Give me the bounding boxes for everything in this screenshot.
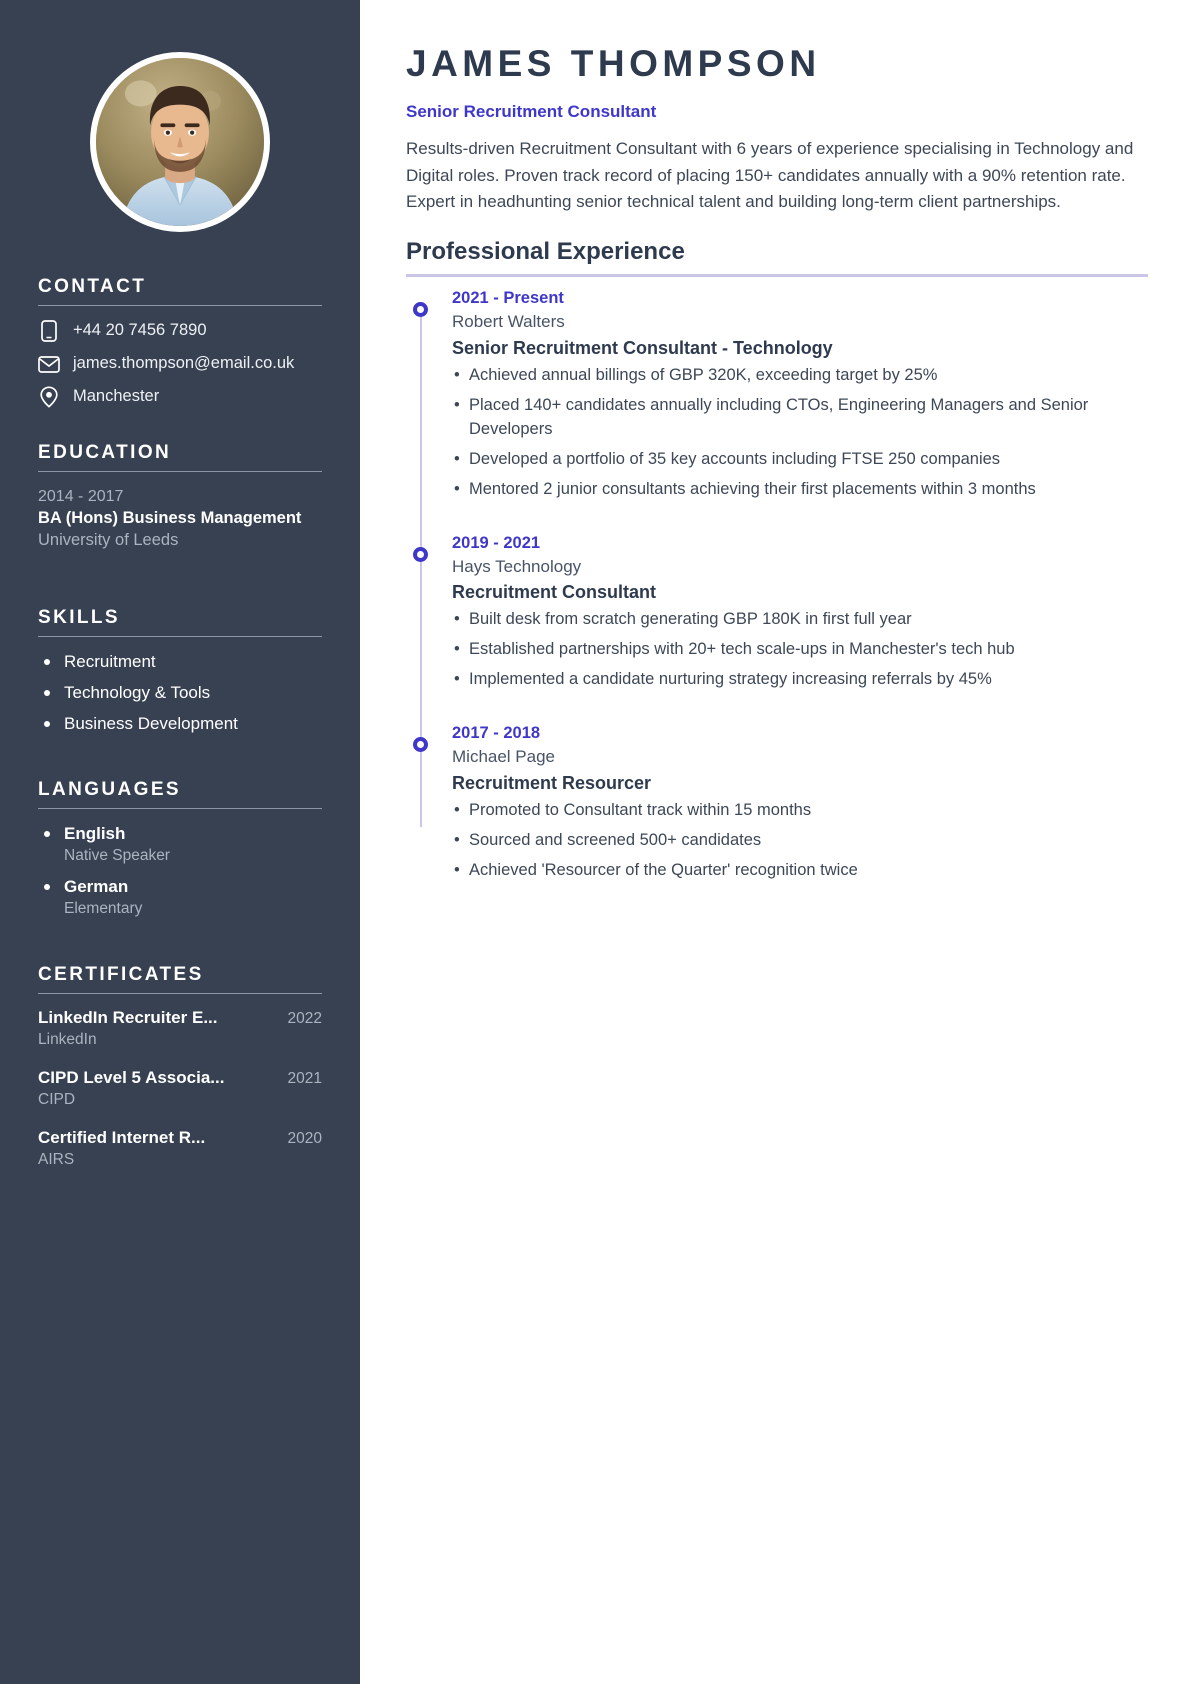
experience-item [452, 287, 1148, 501]
language-level: Elementary [64, 900, 143, 918]
timeline-marker-icon [413, 547, 428, 562]
list-item: Business Development [38, 713, 322, 735]
list-item: • Sourced and screened 500+ candidates [452, 829, 1148, 853]
list-item: • Developed a portfolio of 35 key accounts including FTSE 250 companies [452, 448, 1148, 472]
list-item: • Established partnerships with 20+ tech scale-ups in Manchester's tech hub [452, 638, 1148, 662]
list-item [38, 1068, 322, 1111]
experience-dates: 2017 - 2018 [452, 724, 541, 743]
certificate-issuer: LinkedIn [38, 1030, 97, 1048]
contact-email-value: james.thompson@email.co.uk [73, 354, 295, 373]
list-item: • Achieved annual billings of GBP 320K, exceeding target by 25% [452, 364, 1148, 388]
certificate-year: 2020 [287, 1130, 322, 1148]
job-title: Senior Recruitment Consultant [406, 101, 657, 121]
experience-section-title: Professional Experience [406, 238, 685, 266]
education-school: University of Leeds [38, 530, 179, 549]
list-item: • Promoted to Consultant track within 15 months [452, 799, 1148, 823]
language-name: German [64, 877, 129, 897]
certificate-issuer: CIPD [38, 1091, 76, 1109]
portrait-photo-icon [96, 58, 264, 226]
certificate-header [38, 1008, 322, 1028]
phone-icon [38, 320, 60, 342]
certificate-header [38, 1068, 322, 1088]
certificates-section-title: CERTIFICATES [38, 963, 204, 985]
education-section-title: EDUCATION [38, 442, 172, 463]
list-item: • Mentored 2 junior consultants achieving their first placements within 3 months [452, 478, 1148, 502]
contact-phone-row [38, 320, 322, 342]
skills-section [0, 607, 360, 735]
list-item: Technology & Tools [38, 682, 322, 704]
experience-company: Hays Technology [452, 556, 582, 576]
timeline-marker-icon [413, 737, 428, 752]
contact-email-row [38, 353, 322, 375]
list-item [38, 1128, 322, 1171]
list-item: Recruitment [38, 651, 322, 673]
list-item: • Implemented a candidate nurturing strategy increasing referrals by 45% [452, 668, 1148, 692]
contact-phone-value: +44 20 7456 7890 [73, 321, 207, 340]
education-dates: 2014 - 2017 [38, 488, 124, 505]
experience-company: Michael Page [452, 747, 556, 767]
languages-section [0, 779, 360, 920]
language-name: English [64, 824, 126, 844]
language-level: Native Speaker [64, 847, 170, 865]
experience-dates: 2021 - Present [452, 289, 564, 308]
certificate-issuer: AIRS [38, 1151, 75, 1169]
list-item [38, 876, 322, 920]
experience-role: Recruitment Resourcer [452, 772, 652, 793]
experience-bullets [452, 608, 1148, 692]
education-degree: BA (Hons) Business Management [38, 508, 302, 527]
experience-bullets [452, 364, 1148, 502]
certificates-section [0, 964, 360, 1172]
skills-list [38, 651, 322, 735]
list-item: • Placed 140+ candidates annually including CTOs, Engineering Managers and Senior Developers [452, 394, 1148, 442]
divider [406, 274, 1148, 277]
list-item [38, 1008, 322, 1051]
contact-section [0, 276, 360, 408]
experience-role: Senior Recruitment Consultant - Technology [452, 338, 833, 358]
certificate-name: LinkedIn Recruiter E... [38, 1007, 218, 1027]
list-item: • Built desk from scratch generating GBP 180K in first full year [452, 608, 1148, 632]
avatar-container [0, 0, 360, 232]
languages-section-title: LANGUAGES [38, 779, 181, 801]
experience-dates: 2019 - 2021 [452, 533, 541, 552]
contact-section-title: CONTACT [38, 276, 147, 297]
certificate-name: Certified Internet R... [38, 1128, 206, 1148]
experience-bullets [452, 799, 1148, 883]
avatar [90, 52, 270, 232]
email-icon [38, 353, 60, 375]
divider [38, 636, 322, 637]
sidebar [0, 0, 360, 1684]
experience-item [452, 532, 1148, 693]
experience-role: Recruitment Consultant [452, 582, 657, 603]
list-item: • Achieved 'Resourcer of the Quarter' recognition twice [452, 859, 1148, 883]
professional-summary: Results-driven Recruitment Consultant with 6 years of experience specialising in Technology and Digital roles. Proven track record of placing 150+ candidates annually with a 90% retention rate. Expert in headhunting senior technical talent and building long-term client partnerships. [406, 138, 1134, 212]
experience-timeline [406, 287, 1148, 882]
divider [38, 808, 322, 809]
certificate-year: 2021 [287, 1070, 322, 1088]
certificate-name: CIPD Level 5 Associa... [38, 1068, 225, 1088]
divider [38, 993, 322, 994]
experience-company: Robert Walters [452, 312, 565, 332]
certificate-year: 2022 [287, 1009, 322, 1027]
education-section [0, 442, 360, 551]
timeline-marker-icon [413, 302, 428, 317]
contact-location-value: Manchester [73, 387, 160, 406]
main-content [360, 0, 1190, 1684]
divider [38, 305, 322, 306]
experience-item [452, 722, 1148, 883]
page-title: JAMES THOMPSON [406, 43, 821, 84]
skills-section-title: SKILLS [38, 606, 120, 628]
contact-location-row [38, 386, 322, 408]
divider [38, 471, 322, 472]
location-pin-icon [38, 386, 60, 408]
education-item [38, 486, 322, 551]
languages-list [38, 823, 322, 920]
list-item [38, 823, 322, 867]
certificate-header [38, 1128, 322, 1148]
